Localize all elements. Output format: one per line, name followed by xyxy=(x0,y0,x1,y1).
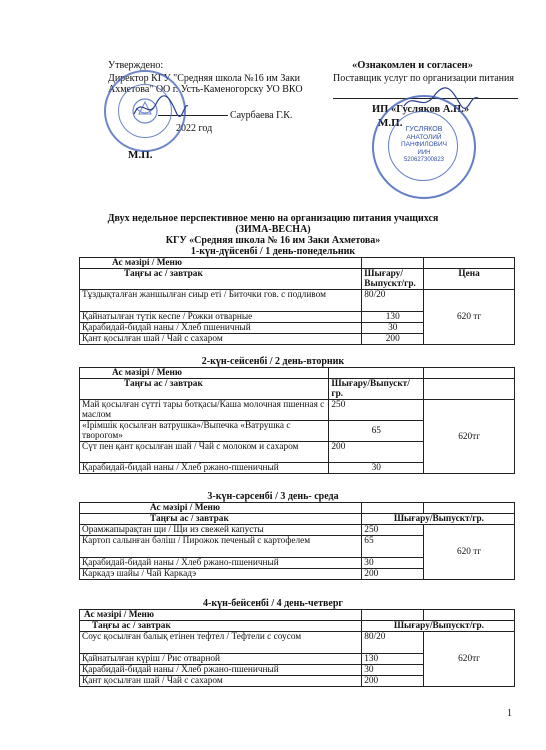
dish-name: Май қосылған сүтті тары ботқасы/Каша молочная пшенная с маслом xyxy=(80,400,329,421)
dish-output: 130 xyxy=(362,312,424,323)
stamp-iin-value: 520627300823 xyxy=(403,157,445,163)
dish-output: 80/20 xyxy=(362,632,424,654)
dish-name: Қарабидай-бидай наны / Хлеб ржано-пшеничный xyxy=(80,558,362,569)
output-header: Шығару/Выпускт/гр. xyxy=(329,379,424,400)
stamp-name-2: АНАТОЛИЙ xyxy=(406,134,442,141)
heading-line-2: (ЗИМА-ВЕСНА) xyxy=(235,224,311,235)
supplier-company: ИП «Гусляков А.П.» xyxy=(372,104,470,115)
dish-name: Қайнатылған түтік кеспе / Рожки отварные xyxy=(80,312,362,323)
supplier-signature-icon xyxy=(400,86,480,116)
dish-name: Сүт пен қант қосылған шай / Чай с молоком и сахаром xyxy=(80,442,329,463)
dish-output: 200 xyxy=(362,676,424,687)
day-1-table xyxy=(79,257,515,345)
approval-year: 2022 год xyxy=(176,123,213,134)
agreed-label: «Ознакомлен и согласен» xyxy=(352,60,473,71)
dish-output: 200 xyxy=(362,569,424,580)
output-header: Шығару/Выпускт/гр. xyxy=(362,269,424,290)
heading-line-1: Двух недельное перспективное меню на организацию питания учащихся xyxy=(107,213,439,224)
dish-output: 30 xyxy=(362,323,424,334)
day-price: 620тг xyxy=(424,400,515,474)
dish-output: 65 xyxy=(362,536,424,558)
dish-name: Орамжапырақтан щи / Щи из свежей капусты xyxy=(80,525,362,536)
dish-output: 200 xyxy=(362,334,424,345)
output-header: Шығару/Выпускт/гр. xyxy=(362,621,515,632)
dish-name: Тұздықталған жаншылған сиыр еті / Биточки гов. с подливом xyxy=(80,290,362,312)
approved-label: Утверждено: xyxy=(108,60,164,71)
menu-header: Ас мәзірі / Меню xyxy=(80,368,329,379)
day-2-table xyxy=(79,367,515,474)
day-4-table xyxy=(79,609,515,687)
supplier-label: Поставщик услуг по организации питания xyxy=(333,73,514,84)
menu-header: Ас мәзірі / Меню xyxy=(80,610,362,621)
day-price: 620 тг xyxy=(424,525,515,580)
dish-name: Қарабидай-бидай наны / Хлеб ржано-пшеничный xyxy=(80,463,329,474)
dish-name: Қайнатылған күріш / Рис отварной xyxy=(80,654,362,665)
dish-output: 250 xyxy=(329,400,424,421)
menu-header: Ас мәзірі / Меню xyxy=(80,258,362,269)
dish-output: 30 xyxy=(362,558,424,569)
dish-name: Қант қосылған шай / Чай с сахаром xyxy=(80,676,362,687)
day-price: 620тг xyxy=(424,632,515,687)
price-header: Цена xyxy=(424,269,515,290)
dish-name: Соус қосылған балық етінен тефтел / Тефтели с соусом xyxy=(80,632,362,654)
dish-name: «Ірімшік қосылған ватрушка»/Выпечка «Ватрушка с творогом» xyxy=(80,421,329,442)
dish-output: 200 xyxy=(329,442,424,463)
day-1-title: 1-күн-дүйсенбі / 1 день-понедельник xyxy=(190,246,356,257)
dish-output: 130 xyxy=(362,654,424,665)
dish-output: 80/20 xyxy=(362,290,424,312)
output-header: Шығару/Выпускт/гр. xyxy=(362,514,515,525)
day-price: 620 тг xyxy=(424,290,515,345)
dish-name: Картоп салынған бәліш / Пирожок печеный с картофелем xyxy=(80,536,362,558)
dish-name: Каркадэ шайы / Чай Каркадэ xyxy=(80,569,362,580)
stamp-name-3: ПАНФИЛОВИЧ xyxy=(401,141,447,148)
day-2-title: 2-күн-сейсенбі / 2 день-вторник xyxy=(201,356,345,367)
page-number: 1 xyxy=(507,708,512,719)
meal-header: Таңғы ас / завтрак xyxy=(80,621,362,632)
director-name: Саурбаева Г.К. xyxy=(230,110,293,121)
director-line-2: Ахметова" ОО г. Усть-Каменогорску УО ВКО xyxy=(108,84,303,95)
dish-output: 65 xyxy=(329,421,424,442)
left-mp-label: М.П. xyxy=(128,149,153,161)
dish-output: 250 xyxy=(362,525,424,536)
dish-name: Қарабидай-бидай наны / Хлеб пшеничный xyxy=(80,323,362,334)
meal-header: Таңғы ас / завтрак xyxy=(80,269,362,290)
heading-line-3: КГУ «Средняя школа № 16 им Заки Ахметова» xyxy=(165,235,381,246)
dish-output: 30 xyxy=(329,463,424,474)
stamp-iin-label: ИИН xyxy=(417,150,431,156)
day-4-title: 4-күн-бейсенбі / 4 день-четверг xyxy=(203,598,343,609)
dish-output: 30 xyxy=(362,665,424,676)
dish-name: Қант қосылған шай / Чай с сахаром xyxy=(80,334,362,345)
right-mp-label: М.П. xyxy=(378,117,403,129)
stamp-name-1: ГУСЛЯКОВ xyxy=(405,126,443,133)
director-line-1: Директор КГУ "Средняя школа №16 им Заки xyxy=(108,73,301,84)
dish-name: Қарабидай-бидай наны / Хлеб ржано-пшеничный xyxy=(80,665,362,676)
meal-header: Таңғы ас / завтрак xyxy=(80,379,329,400)
director-signature-icon xyxy=(130,92,190,122)
day-3-table xyxy=(79,502,515,580)
day-3-title: 3-күн-сәрсенбі / 3 день- среда xyxy=(207,491,339,502)
meal-header: Таңғы ас / завтрак xyxy=(80,514,362,525)
menu-header: Ас мәзірі / Меню xyxy=(80,503,362,514)
